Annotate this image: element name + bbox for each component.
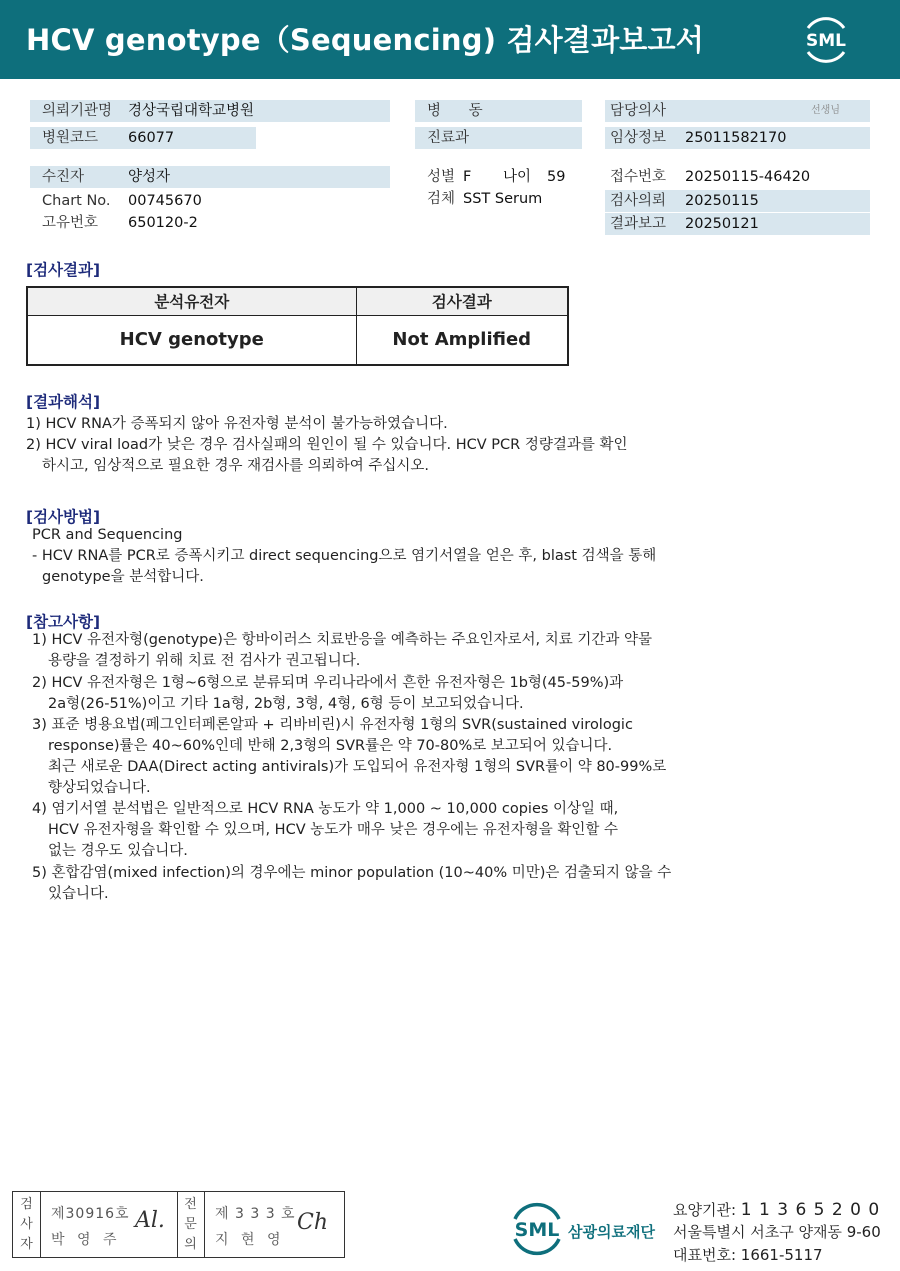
report-label: 결과보고 (610, 216, 667, 232)
clinical-field (605, 127, 870, 149)
report-value: 20250121 (685, 216, 759, 232)
table-row (27, 315, 568, 365)
id-label: 고유번호 (42, 215, 99, 231)
chart-field (30, 190, 390, 212)
receipt-label: 접수번호 (610, 169, 667, 185)
specimen-label: 검체 (427, 191, 456, 207)
interpretation-line: 2) HCV viral load가 낮은 경우 검사실패의 원인이 될 수 있습니다. HCV PCR 정량결과를 확인 (26, 437, 628, 453)
doctor-suffix: 선생님 (811, 105, 840, 116)
reference-section-title: [참고사항] (26, 613, 101, 631)
results-table (26, 286, 569, 366)
receipt-value: 20250115-46420 (685, 169, 811, 185)
reference-line: 용량을 결정하기 위해 치료 전 검사가 권고됩니다. (48, 653, 361, 669)
sml-logo-text: SML (806, 31, 846, 51)
institution-field (30, 100, 390, 122)
dept-label: 진료과 (427, 130, 470, 146)
method-line: PCR and Sequencing (32, 527, 183, 543)
tester-label: 검 사 자 (20, 1197, 33, 1252)
receipt-field (605, 166, 870, 188)
reference-line: 있습니다. (48, 886, 109, 902)
phone-value: 1661-5117 (740, 1246, 823, 1264)
sex-value: F (463, 169, 472, 185)
report-header (0, 0, 900, 79)
reference-line: 최근 새로운 DAA(Direct acting antivirals)가 도입되어 유전자형 1형의 SVR률이 약 80-99%로 (48, 759, 667, 775)
id-value: 650120-2 (128, 215, 198, 231)
gene-cell: HCV genotype (27, 315, 356, 365)
reference-line: 없는 경우도 있습니다. (48, 843, 188, 859)
request-value: 20250115 (685, 193, 759, 209)
id-field (30, 212, 390, 234)
footer-logo-text: SML (514, 1219, 560, 1241)
reference-line: 2a형(26-51%)이고 기타 1a형, 2b형, 3형, 4형, 6형 등이 보고되었습니다. (48, 696, 524, 712)
institution-code-value: 1 1 3 6 5 2 0 0 (740, 1200, 881, 1220)
result-cell: Not Amplified (356, 315, 568, 365)
footer-sml-logo-icon (507, 1199, 567, 1259)
institution-code (673, 1199, 880, 1220)
results-section-title: [검사결과] (26, 261, 101, 279)
reference-line: 4) 염기서열 분석법은 일반적으로 HCV RNA 농도가 약 1,000 ~ 10,000 copies 이상일 때, (32, 801, 619, 817)
reference-line: 5) 혼합감염(mixed infection)의 경우에는 minor population (10~40% 미만)은 검출되지 않을 수 (32, 865, 672, 881)
report-date-field (605, 213, 870, 235)
hospital-code-label: 병원코드 (42, 130, 99, 146)
method-line: - HCV RNA를 PCR로 증폭시키고 direct sequencing으로 염기서열을 얻은 후, blast 검색을 통해 (32, 548, 657, 564)
method-section-title: [검사방법] (26, 508, 101, 526)
tester-name: 박 영 주 (51, 1232, 121, 1248)
ward-label: 병 동 (427, 103, 483, 119)
doctor-label: 담당의사 (610, 103, 667, 119)
result-column-header: 검사결과 (356, 287, 568, 315)
dept-field (415, 127, 582, 149)
receiver-value: 양성자 (128, 169, 171, 185)
chart-label: Chart No. (42, 193, 111, 209)
chart-value: 00745670 (128, 193, 202, 209)
signature-box (12, 1191, 345, 1258)
clinical-label: 임상정보 (610, 130, 667, 146)
reference-line: response)률은 40~60%인데 반해 2,3형의 SVR률은 약 70-80%로 보고되어 있습니다. (48, 738, 613, 754)
results-header-row (27, 287, 568, 315)
org-name: 삼광의료재단 (568, 1223, 655, 1241)
reference-line: 3) 표준 병용요법(페그인터페론알파 + 리바비린)시 유전자형 1형의 SVR(sustained virologic (32, 717, 633, 733)
gene-column-header: 분석유전자 (27, 287, 356, 315)
tester-number: 제30916호 (51, 1206, 130, 1222)
interpretation-section-title: [결과해석] (26, 393, 101, 411)
reference-line: 2) HCV 유전자형은 1형~6형으로 분류되며 우리나라에서 흔한 유전자형은 1b형(45-59%)과 (32, 675, 624, 691)
expert-name: 지 현 영 (215, 1232, 285, 1248)
expert-signature: Ch (297, 1210, 329, 1235)
institution-label: 의뢰기관명 (42, 103, 113, 119)
receiver-field (30, 166, 390, 188)
address: 서울특별시 서초구 양재동 9-60 (673, 1223, 881, 1241)
sml-logo-icon (800, 14, 852, 66)
tester-signature: Al. (135, 1208, 165, 1233)
report-title: HCV genotype（Sequencing) 검사결과보고서 (26, 23, 704, 57)
clinical-value: 25011582170 (685, 130, 787, 146)
phone-label: 대표번호: (673, 1246, 737, 1264)
request-field (605, 190, 870, 212)
reference-line: 향상되었습니다. (48, 780, 151, 796)
doctor-field (605, 100, 870, 122)
age-value: 59 (547, 169, 566, 185)
reference-line: HCV 유전자형을 확인할 수 있으며, HCV 농도가 매우 낮은 경우에는 유전자형을 확인할 수 (48, 822, 619, 838)
expert-label: 전 문 의 (184, 1197, 197, 1252)
phone (673, 1244, 823, 1265)
sex-age-field (415, 166, 585, 188)
interpretation-line: 하시고, 임상적으로 필요한 경우 재검사를 의뢰하여 주십시오. (42, 458, 430, 474)
ward-field (415, 100, 582, 122)
interpretation-line: 1) HCV RNA가 증폭되지 않아 유전자형 분석이 불가능하였습니다. (26, 416, 448, 432)
request-label: 검사의뢰 (610, 193, 667, 209)
age-label: 나이 (503, 169, 532, 185)
method-line: genotype을 분석합니다. (42, 569, 204, 585)
reference-line: 1) HCV 유전자형(genotype)은 항바이러스 치료반응을 예측하는 주요인자로서, 치료 기간과 약물 (32, 632, 653, 648)
receiver-label: 수진자 (42, 169, 85, 185)
institution-value: 경상국립대학교병원 (128, 103, 255, 119)
institution-code-label: 요양기관: (673, 1201, 737, 1219)
hospital-code-value: 66077 (128, 130, 175, 146)
hospital-code-field (30, 127, 256, 149)
expert-number: 제 3 3 3 호 (215, 1206, 296, 1222)
sex-label: 성별 (427, 169, 456, 185)
specimen-value: SST Serum (463, 191, 543, 207)
specimen-field (415, 188, 585, 210)
